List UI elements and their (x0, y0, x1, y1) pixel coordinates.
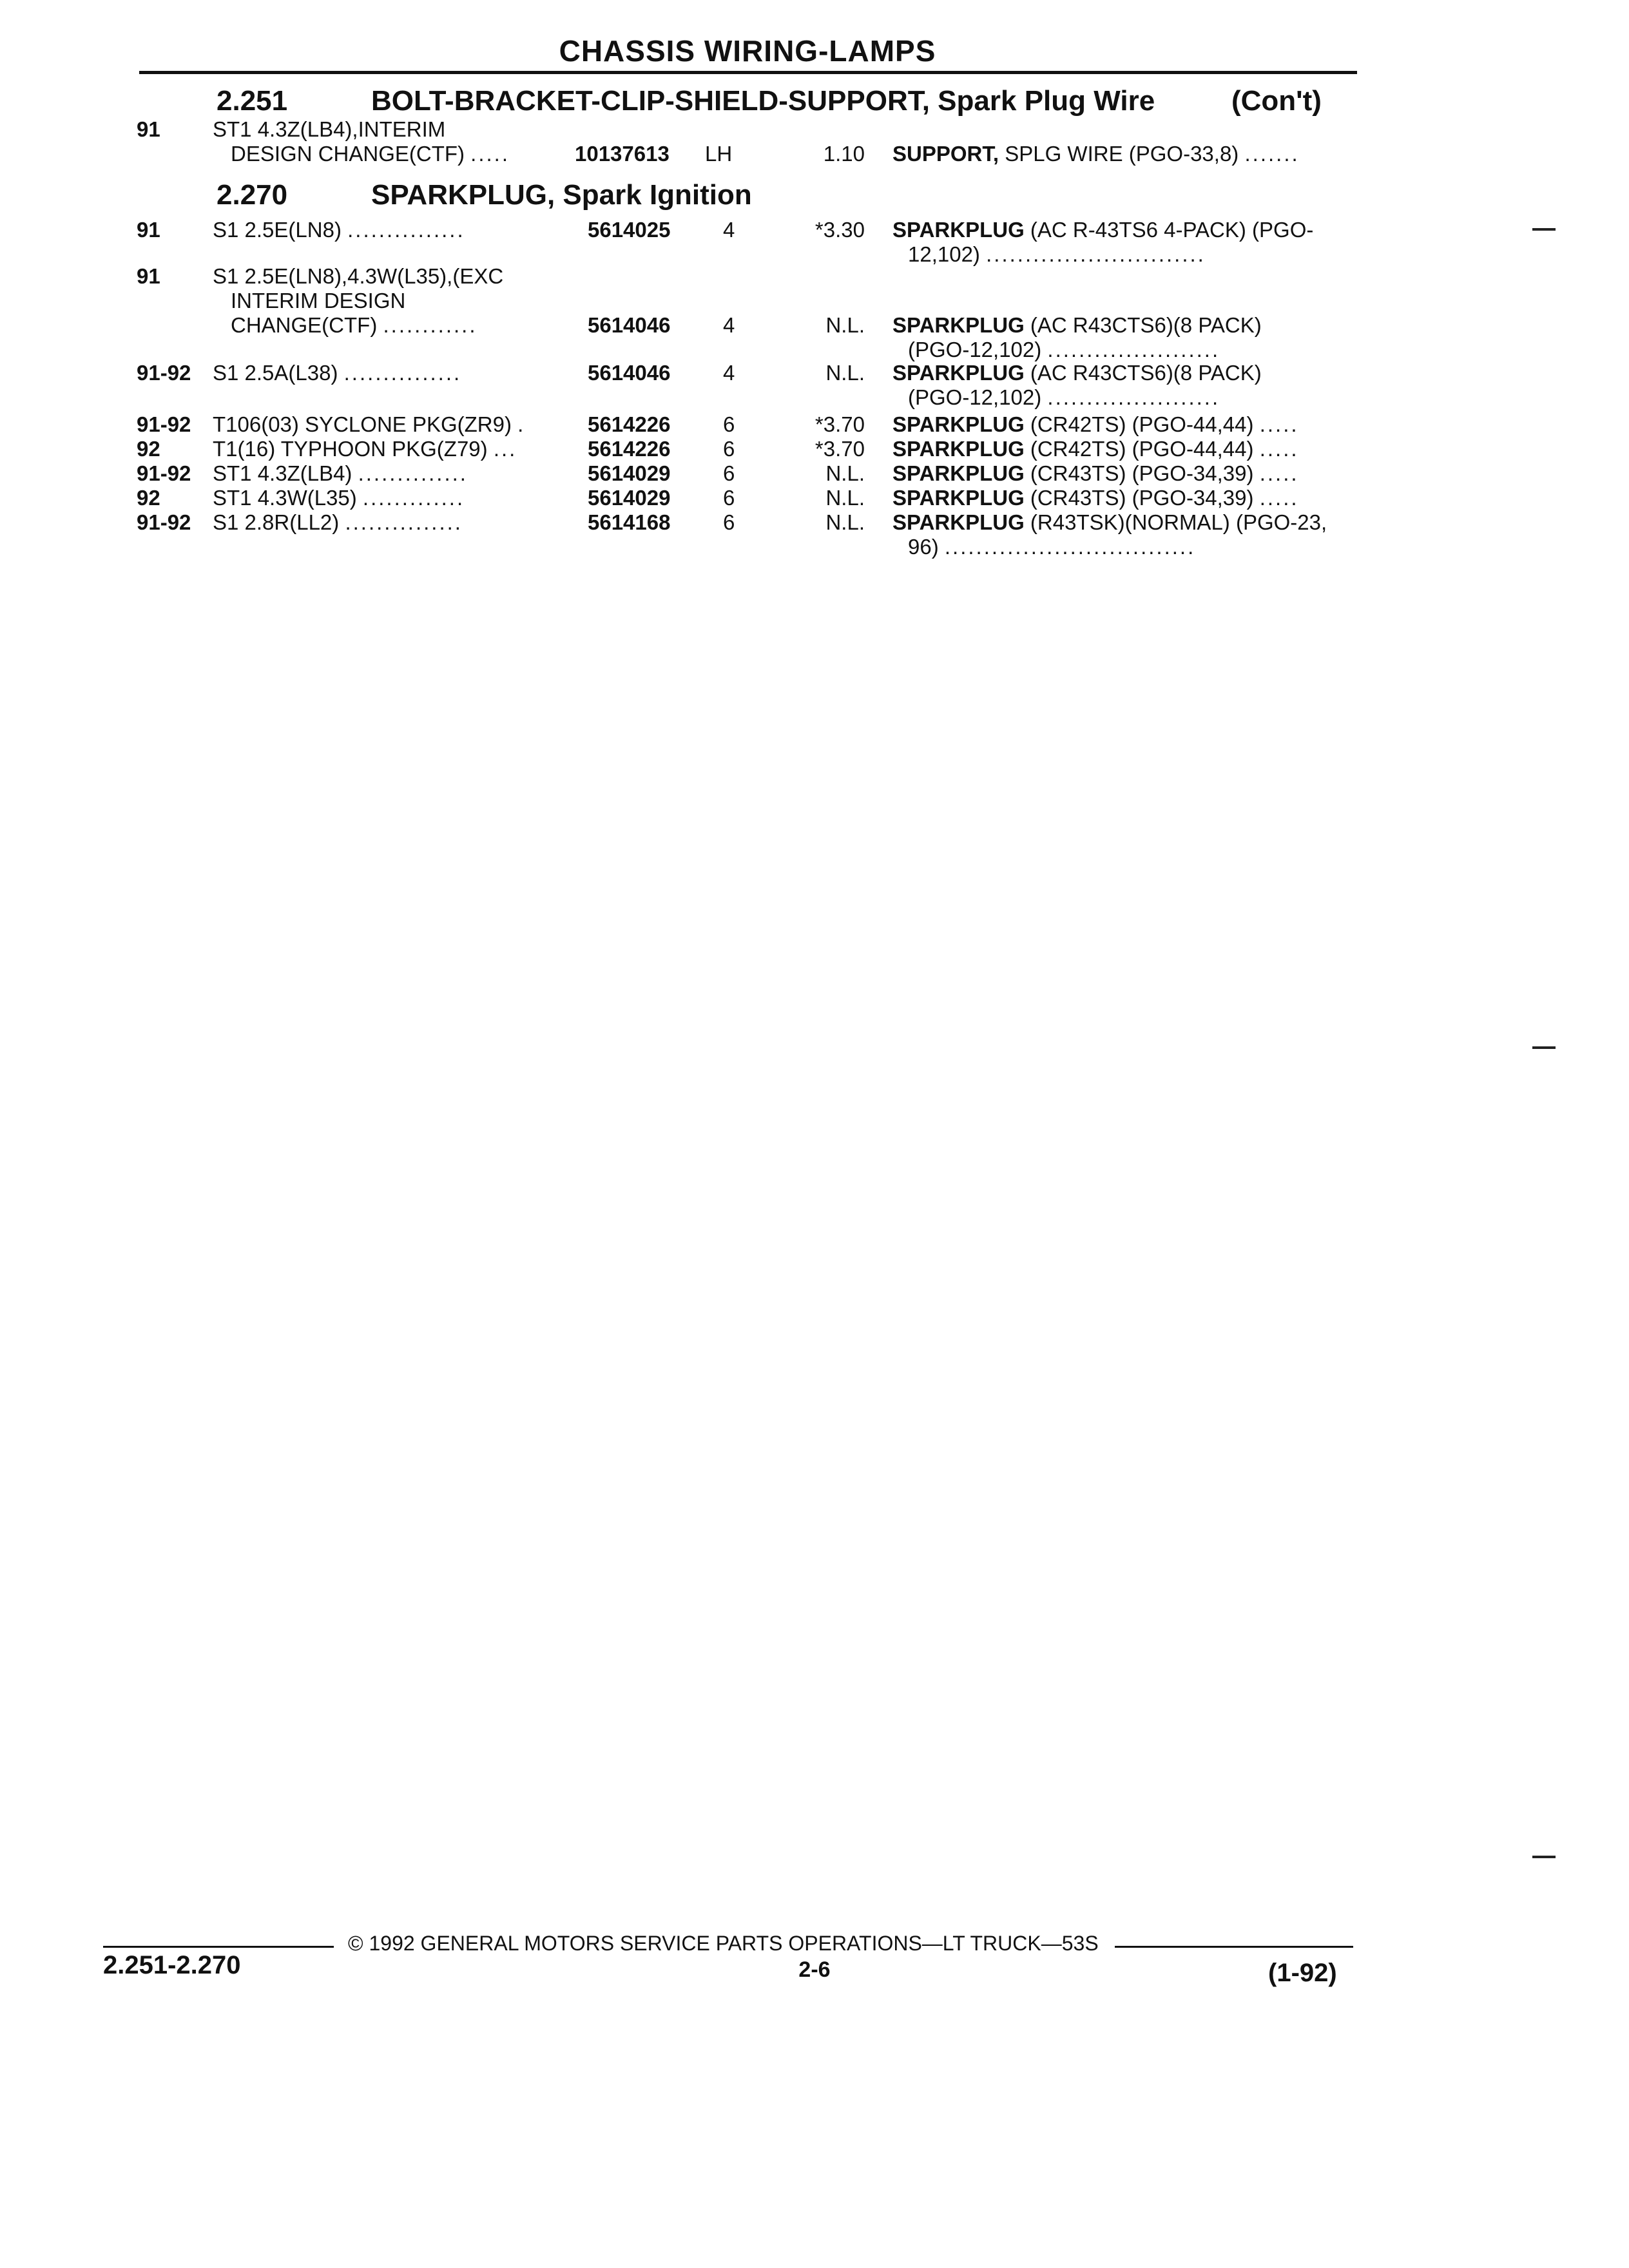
part-number: 5614025 (588, 218, 671, 242)
description-text: (AC R43CTS6)(8 PACK) (1030, 313, 1262, 337)
part-description (892, 437, 1356, 461)
description-line (892, 510, 1356, 535)
quantity: 4 (723, 313, 735, 337)
model-line (213, 461, 561, 486)
section-number: 2.270 (217, 179, 288, 211)
model-line-text: ST1 4.3Z(LB4) (213, 461, 352, 485)
description-text: (AC R-43TS6 4-PACK) (PGO- (1030, 218, 1314, 242)
model-line (213, 412, 561, 437)
model-year: 91 (137, 264, 160, 288)
model-line-text: ST1 4.3W(L35) (213, 486, 357, 510)
model-description (213, 510, 561, 535)
leader-dots: ....... (1244, 142, 1300, 166)
model-line (213, 437, 561, 461)
price: *3.30 (815, 218, 865, 242)
description-line (892, 142, 1356, 166)
model-year: 91-92 (137, 361, 191, 385)
section-title: BOLT-BRACKET-CLIP-SHIELD-SUPPORT, Spark Plug Wire (371, 85, 1155, 117)
price: N.L. (825, 510, 865, 534)
model-description (213, 437, 561, 461)
model-year: 91-92 (137, 461, 191, 485)
description-line (892, 412, 1356, 437)
description-keyword: SUPPORT, (892, 142, 999, 166)
model-description (213, 117, 561, 166)
description-text: 96) (908, 535, 939, 559)
price: 1.10 (823, 142, 865, 166)
part-description (892, 142, 1356, 166)
leader-dots: ..... (1259, 486, 1299, 510)
description-text: 12,102) (908, 242, 980, 266)
footer-page-number: 2-6 (798, 1957, 831, 1982)
price: N.L. (825, 461, 865, 485)
leader-dots: ..... (1259, 461, 1299, 485)
margin-mark (1532, 1856, 1556, 1858)
quantity: LH (705, 142, 733, 166)
quantity: 6 (723, 510, 735, 534)
footer-rule-left (103, 1946, 334, 1948)
model-line (213, 361, 561, 385)
model-line-text: CHANGE(CTF) (231, 313, 378, 337)
part-description (892, 486, 1356, 510)
description-text: (R43TSK)(NORMAL) (PGO-23, (1030, 510, 1327, 534)
model-line (213, 486, 561, 510)
price: N.L. (825, 361, 865, 385)
model-line (213, 218, 561, 242)
description-keyword: SPARKPLUG (892, 313, 1025, 337)
model-year: 91 (137, 218, 160, 242)
part-description (892, 361, 1356, 410)
margin-mark (1532, 228, 1556, 231)
leader-dots: ..... (1259, 437, 1299, 461)
leader-dots: ............... (345, 510, 463, 534)
model-description (213, 264, 561, 338)
price: *3.70 (815, 437, 865, 461)
description-text: (PGO-12,102) (908, 338, 1042, 361)
leader-dots: ............... (343, 361, 462, 385)
model-line (213, 289, 561, 313)
leader-dots: ...................... (1047, 338, 1220, 361)
model-line (213, 510, 561, 535)
description-line (892, 385, 1356, 410)
description-line (892, 437, 1356, 461)
description-text: (CR42TS) (PGO-44,44) (1030, 437, 1254, 461)
quantity: 6 (723, 461, 735, 485)
model-line-text: S1 2.5A(L38) (213, 361, 338, 385)
model-line-text: S1 2.5E(LN8),4.3W(L35),(EXC (213, 264, 504, 288)
model-line-text: ST1 4.3Z(LB4),INTERIM (213, 117, 446, 141)
leader-dots: ............................ (986, 242, 1206, 266)
description-keyword: SPARKPLUG (892, 218, 1025, 242)
model-line (213, 313, 561, 338)
model-year: 92 (137, 486, 160, 510)
part-description (892, 412, 1356, 437)
description-line (892, 242, 1356, 267)
description-line (892, 486, 1356, 510)
part-number: 5614029 (588, 486, 671, 510)
leader-dots: ... (493, 437, 517, 461)
description-text: (CR43TS) (PGO-34,39) (1030, 461, 1254, 485)
leader-dots: ............... (347, 218, 465, 242)
part-number: 5614046 (588, 361, 671, 385)
model-line (213, 117, 561, 142)
description-keyword: SPARKPLUG (892, 361, 1025, 385)
description-keyword: SPARKPLUG (892, 437, 1025, 461)
description-text: (PGO-12,102) (908, 385, 1042, 409)
model-year: 91 (137, 117, 160, 141)
quantity: 6 (723, 412, 735, 436)
quantity: 6 (723, 437, 735, 461)
description-text: SPLG WIRE (PGO-33,8) (1005, 142, 1239, 166)
model-description (213, 461, 561, 486)
description-line (892, 338, 1356, 362)
model-line-text: S1 2.8R(LL2) (213, 510, 340, 534)
model-year: 91-92 (137, 510, 191, 534)
part-description (892, 461, 1356, 486)
leader-dots: ............. (362, 486, 465, 510)
part-description (892, 218, 1356, 267)
description-keyword: SPARKPLUG (892, 486, 1025, 510)
description-text: (CR43TS) (PGO-34,39) (1030, 486, 1254, 510)
description-text: (CR42TS) (PGO-44,44) (1030, 412, 1254, 436)
model-line-text: T1(16) TYPHOON PKG(Z79) (213, 437, 488, 461)
part-description (892, 313, 1356, 362)
model-line-text: INTERIM DESIGN (231, 289, 406, 312)
description-keyword: SPARKPLUG (892, 412, 1025, 436)
part-number: 5614226 (588, 412, 671, 436)
quantity: 4 (723, 361, 735, 385)
model-description (213, 486, 561, 510)
model-line (213, 264, 561, 289)
leader-dots: .............. (358, 461, 468, 485)
description-keyword: SPARKPLUG (892, 510, 1025, 534)
model-description (213, 361, 561, 385)
model-year: 92 (137, 437, 160, 461)
section-title: SPARKPLUG, Spark Ignition (371, 179, 752, 211)
section-number: 2.251 (217, 85, 288, 117)
part-number: 5614046 (588, 313, 671, 337)
quantity: 6 (723, 486, 735, 510)
description-line (892, 218, 1356, 242)
model-line-text: T106(03) SYCLONE PKG(ZR9) (213, 412, 512, 436)
leader-dots: ............ (383, 313, 477, 337)
header-rule (139, 71, 1357, 74)
footer-section-range: 2.251-2.270 (103, 1951, 241, 1979)
price: N.L. (825, 313, 865, 337)
page-header-title: CHASSIS WIRING-LAMPS (559, 34, 936, 68)
part-number: 5614029 (588, 461, 671, 485)
leader-dots: ...................... (1047, 385, 1220, 409)
price: N.L. (825, 486, 865, 510)
footer-copyright: © 1992 GENERAL MOTORS SERVICE PARTS OPERATIONS—LT TRUCK—53S (348, 1932, 1099, 1955)
model-year: 91-92 (137, 412, 191, 436)
description-line (892, 461, 1356, 486)
description-line (892, 313, 1356, 338)
part-number: 5614168 (588, 510, 671, 534)
model-line-text: DESIGN CHANGE(CTF) (231, 142, 465, 166)
footer-date-code: (1-92) (1268, 1959, 1337, 1987)
description-keyword: SPARKPLUG (892, 461, 1025, 485)
description-line (892, 361, 1356, 385)
model-description (213, 412, 561, 437)
price: *3.70 (815, 412, 865, 436)
leader-dots: ..... (470, 142, 510, 166)
margin-mark (1532, 1046, 1556, 1049)
part-description (892, 510, 1356, 559)
part-number: 10137613 (575, 142, 670, 166)
quantity: 4 (723, 218, 735, 242)
model-line (213, 142, 561, 166)
leader-dots: ..... (1259, 412, 1299, 436)
model-description (213, 218, 561, 242)
part-number: 5614226 (588, 437, 671, 461)
leader-dots: . (517, 412, 526, 436)
leader-dots: ................................ (944, 535, 1196, 559)
model-line-text: S1 2.5E(LN8) (213, 218, 342, 242)
description-line (892, 535, 1356, 559)
footer-rule-right (1115, 1946, 1353, 1948)
section-continued: (Con't) (1231, 85, 1322, 117)
description-text: (AC R43CTS6)(8 PACK) (1030, 361, 1262, 385)
